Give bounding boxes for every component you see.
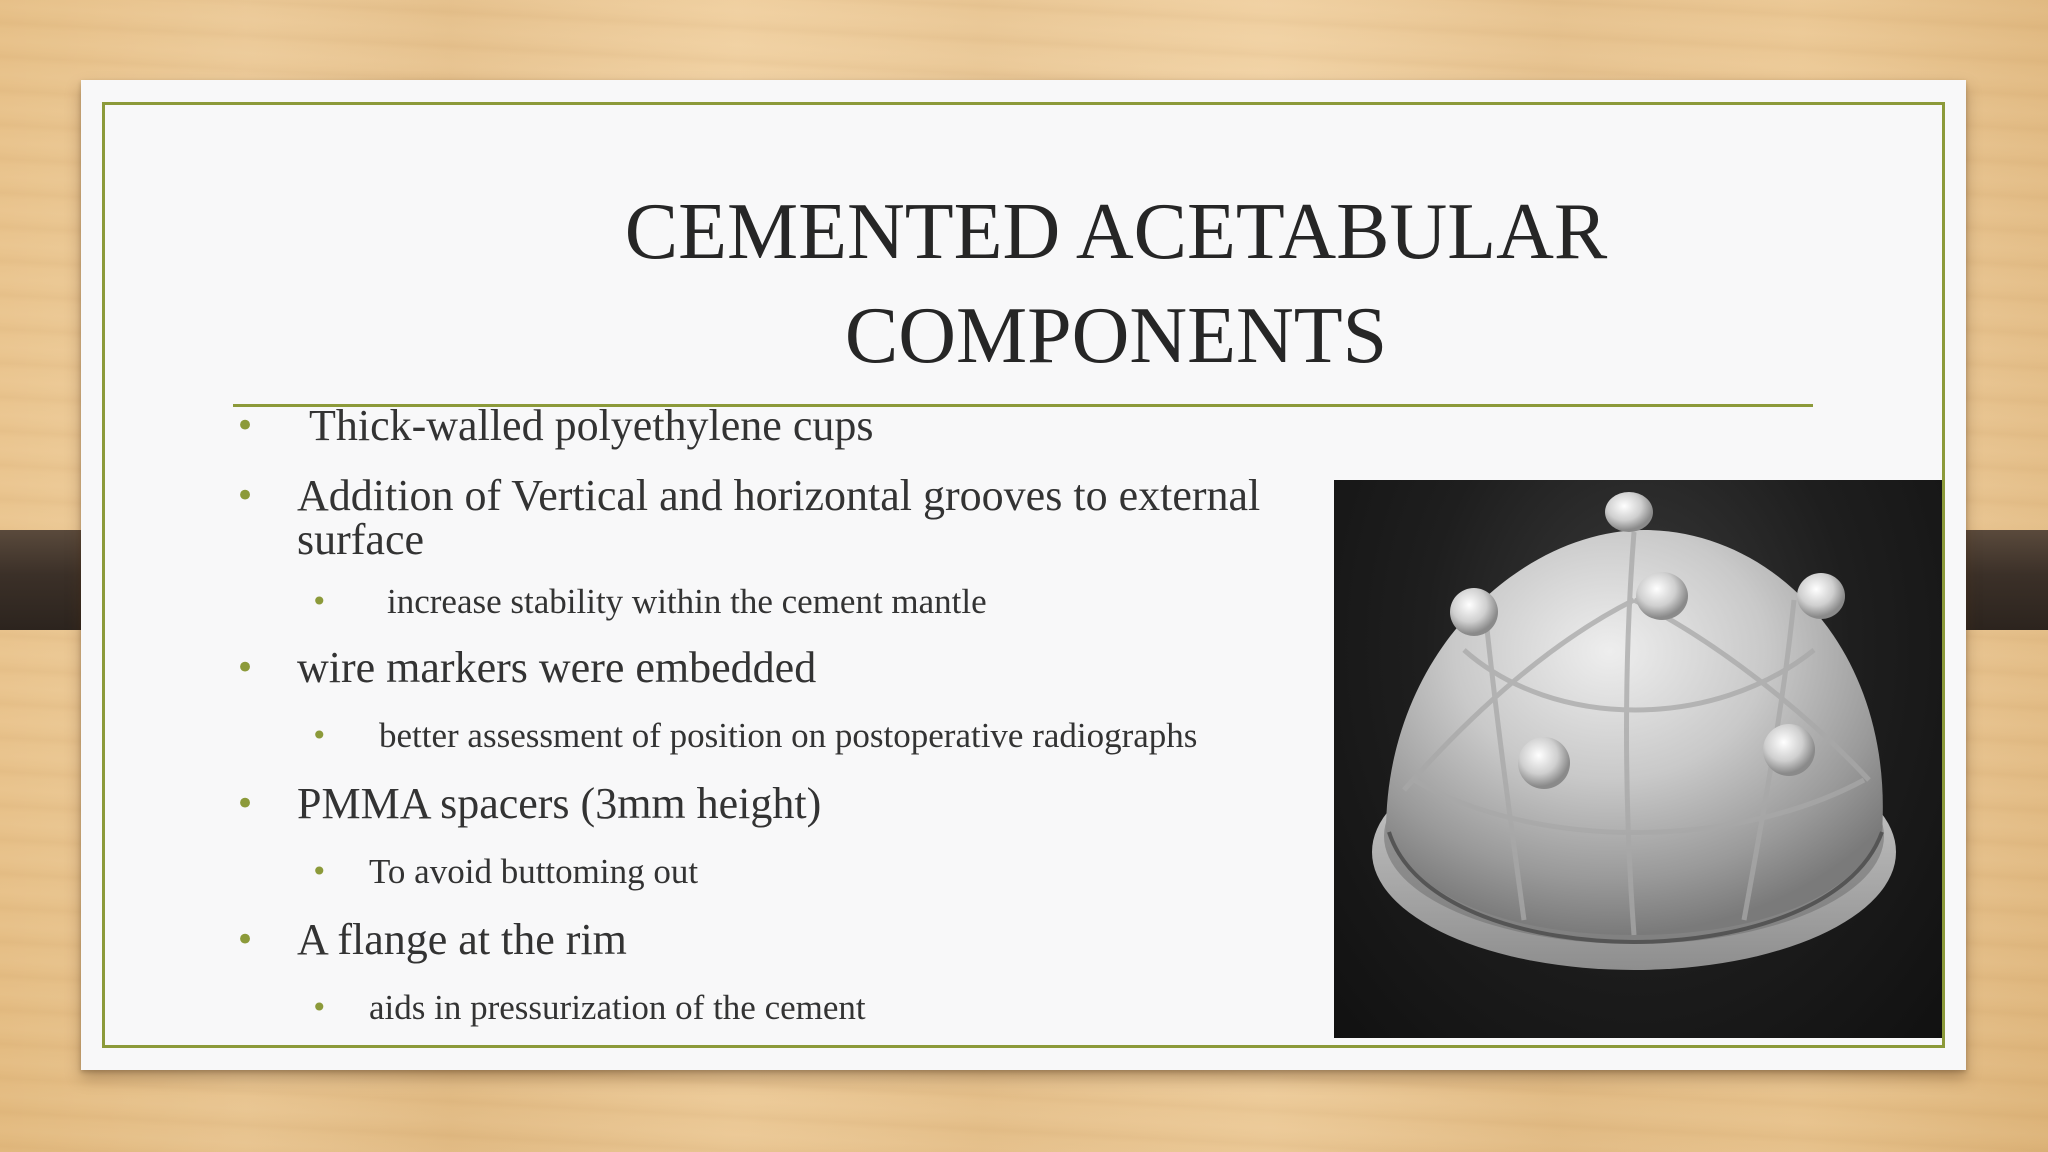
bullet-text: A flange at the rim (297, 915, 627, 964)
slide (81, 80, 1966, 1070)
slide-title (321, 180, 1911, 388)
bullet-icon: • (235, 920, 256, 960)
sub-bullet-item (231, 988, 1431, 1028)
acetabular-cup-photo (1334, 480, 1942, 1038)
sub-bullet-item (231, 716, 1431, 756)
bullet-text: Addition of Vertical and horizontal grooves to external surface (297, 471, 1261, 564)
bullet-text: wire markers were embedded (297, 643, 817, 692)
bullet-icon: • (235, 476, 256, 516)
title-line-2: COMPONENTS (844, 292, 1388, 380)
bullet-icon: • (311, 585, 328, 618)
bullet-item (231, 471, 1431, 564)
bullet-text: Thick-walled polyethylene cups (309, 401, 874, 450)
bullet-text: PMMA spacers (3mm height) (297, 779, 822, 828)
bullet-icon: • (311, 855, 328, 888)
sub-bullet-text: increase stability within the cement mantle (387, 582, 987, 621)
bullet-icon: • (235, 784, 256, 824)
bullet-icon: • (235, 648, 256, 688)
sub-bullet-item (231, 582, 1431, 622)
bullet-icon: • (235, 406, 256, 446)
sub-bullet-text: better assessment of position on postoperative radiographs (379, 716, 1198, 755)
bullet-item (231, 779, 1431, 828)
acetabular-cup-illustration (1334, 480, 1942, 1038)
title-line-1: CEMENTED ACETABULAR (624, 188, 1608, 276)
bullet-item (231, 643, 1431, 692)
sub-bullet-text: To avoid buttoming out (369, 852, 699, 891)
sub-bullet-text: aids in pressurization of the cement (369, 988, 866, 1027)
bullet-list (231, 398, 1431, 1028)
bullet-icon: • (311, 719, 328, 752)
bullet-item (231, 915, 1431, 964)
bullet-icon: • (311, 991, 328, 1024)
bullet-item (231, 401, 1431, 450)
sub-bullet-item (231, 852, 1431, 892)
